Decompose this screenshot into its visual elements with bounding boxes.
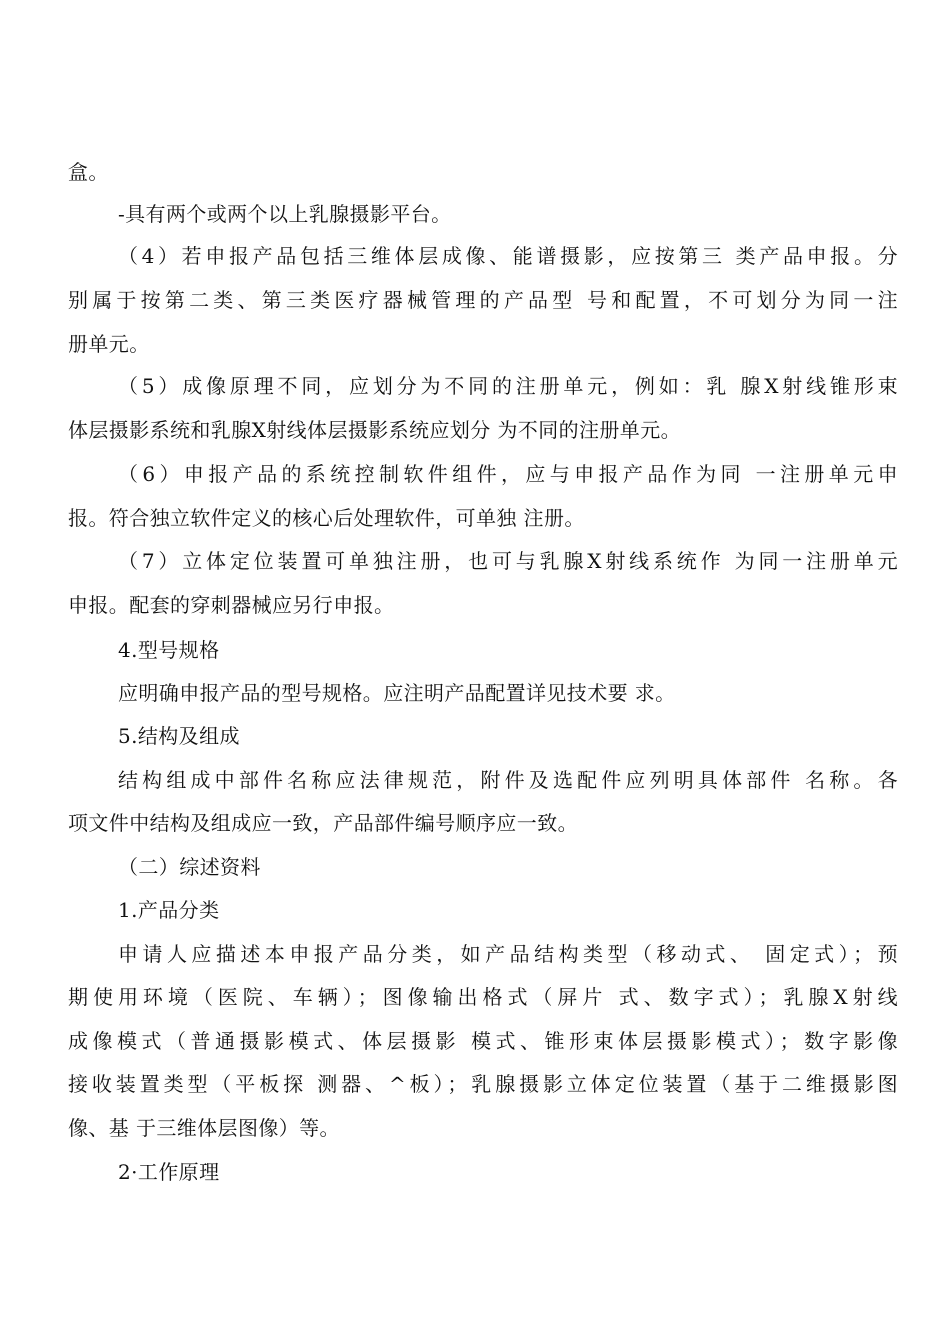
text-line-15: 结构组成中部件名称应法律规范，附件及选配件应列明具体部件 名称。各 <box>118 768 898 792</box>
text-line-22: 接收装置类型（平板探 测器、^板）；乳腺摄影立体定位装置（基于二维摄影图 <box>68 1072 898 1096</box>
text-line-2: -具有两个或两个以上乳腺摄影平台。 <box>118 202 452 226</box>
section-heading-summary: （二）综述资料 <box>118 855 261 879</box>
text-line-21: 成像模式（普通摄影模式、体层摄影 模式、锥形束体层摄影模式）；数字影像 <box>68 1029 898 1053</box>
text-line-11: 申报。配套的穿刺器械应另行申报。 <box>68 593 395 617</box>
text-line-5: 册单元。 <box>68 332 150 356</box>
text-line-13: 应明确申报产品的型号规格。应注明产品配置详见技术要 求。 <box>118 681 676 705</box>
text-line-23: 像、基 于三维体层图像）等。 <box>68 1116 340 1140</box>
text-line-20: 期使用环境（医院、车辆）；图像输出格式（屏片 式、数字式）；乳腺X射线 <box>68 985 898 1009</box>
text-line-9: 报。符合独立软件定义的核心后处理软件，可单独 注册。 <box>68 506 585 530</box>
text-line-7: 体层摄影系统和乳腺X射线体层摄影系统应划分 为不同的注册单元。 <box>68 418 681 442</box>
heading-model-specification: 4.型号规格 <box>118 638 220 662</box>
heading-working-principle: 2·工作原理 <box>118 1160 220 1184</box>
text-line-6: （5）成像原理不同，应划分为不同的注册单元，例如：乳 腺X射线锥形束 <box>118 374 898 398</box>
text-line-10: （7）立体定位装置可单独注册，也可与乳腺X射线系统作 为同一注册单元 <box>118 549 898 573</box>
heading-structure-composition: 5.结构及组成 <box>118 724 240 748</box>
text-line-16: 项文件中结构及组成应一致，产品部件编号顺序应一致。 <box>68 811 578 835</box>
text-line-3: （4）若申报产品包括三维体层成像、能谱摄影，应按第三 类产品申报。分 <box>118 244 898 268</box>
text-line-1: 盒。 <box>68 160 109 184</box>
heading-product-classification: 1.产品分类 <box>118 898 220 922</box>
text-line-19: 申请人应描述本申报产品分类，如产品结构类型（移动式、 固定式）；预 <box>118 942 898 966</box>
text-line-4: 别属于按第二类、第三类医疗器械管理的产品型 号和配置，不可划分为同一注 <box>68 288 898 312</box>
text-line-8: （6）申报产品的系统控制软件组件，应与申报产品作为同 一注册单元申 <box>118 462 898 486</box>
